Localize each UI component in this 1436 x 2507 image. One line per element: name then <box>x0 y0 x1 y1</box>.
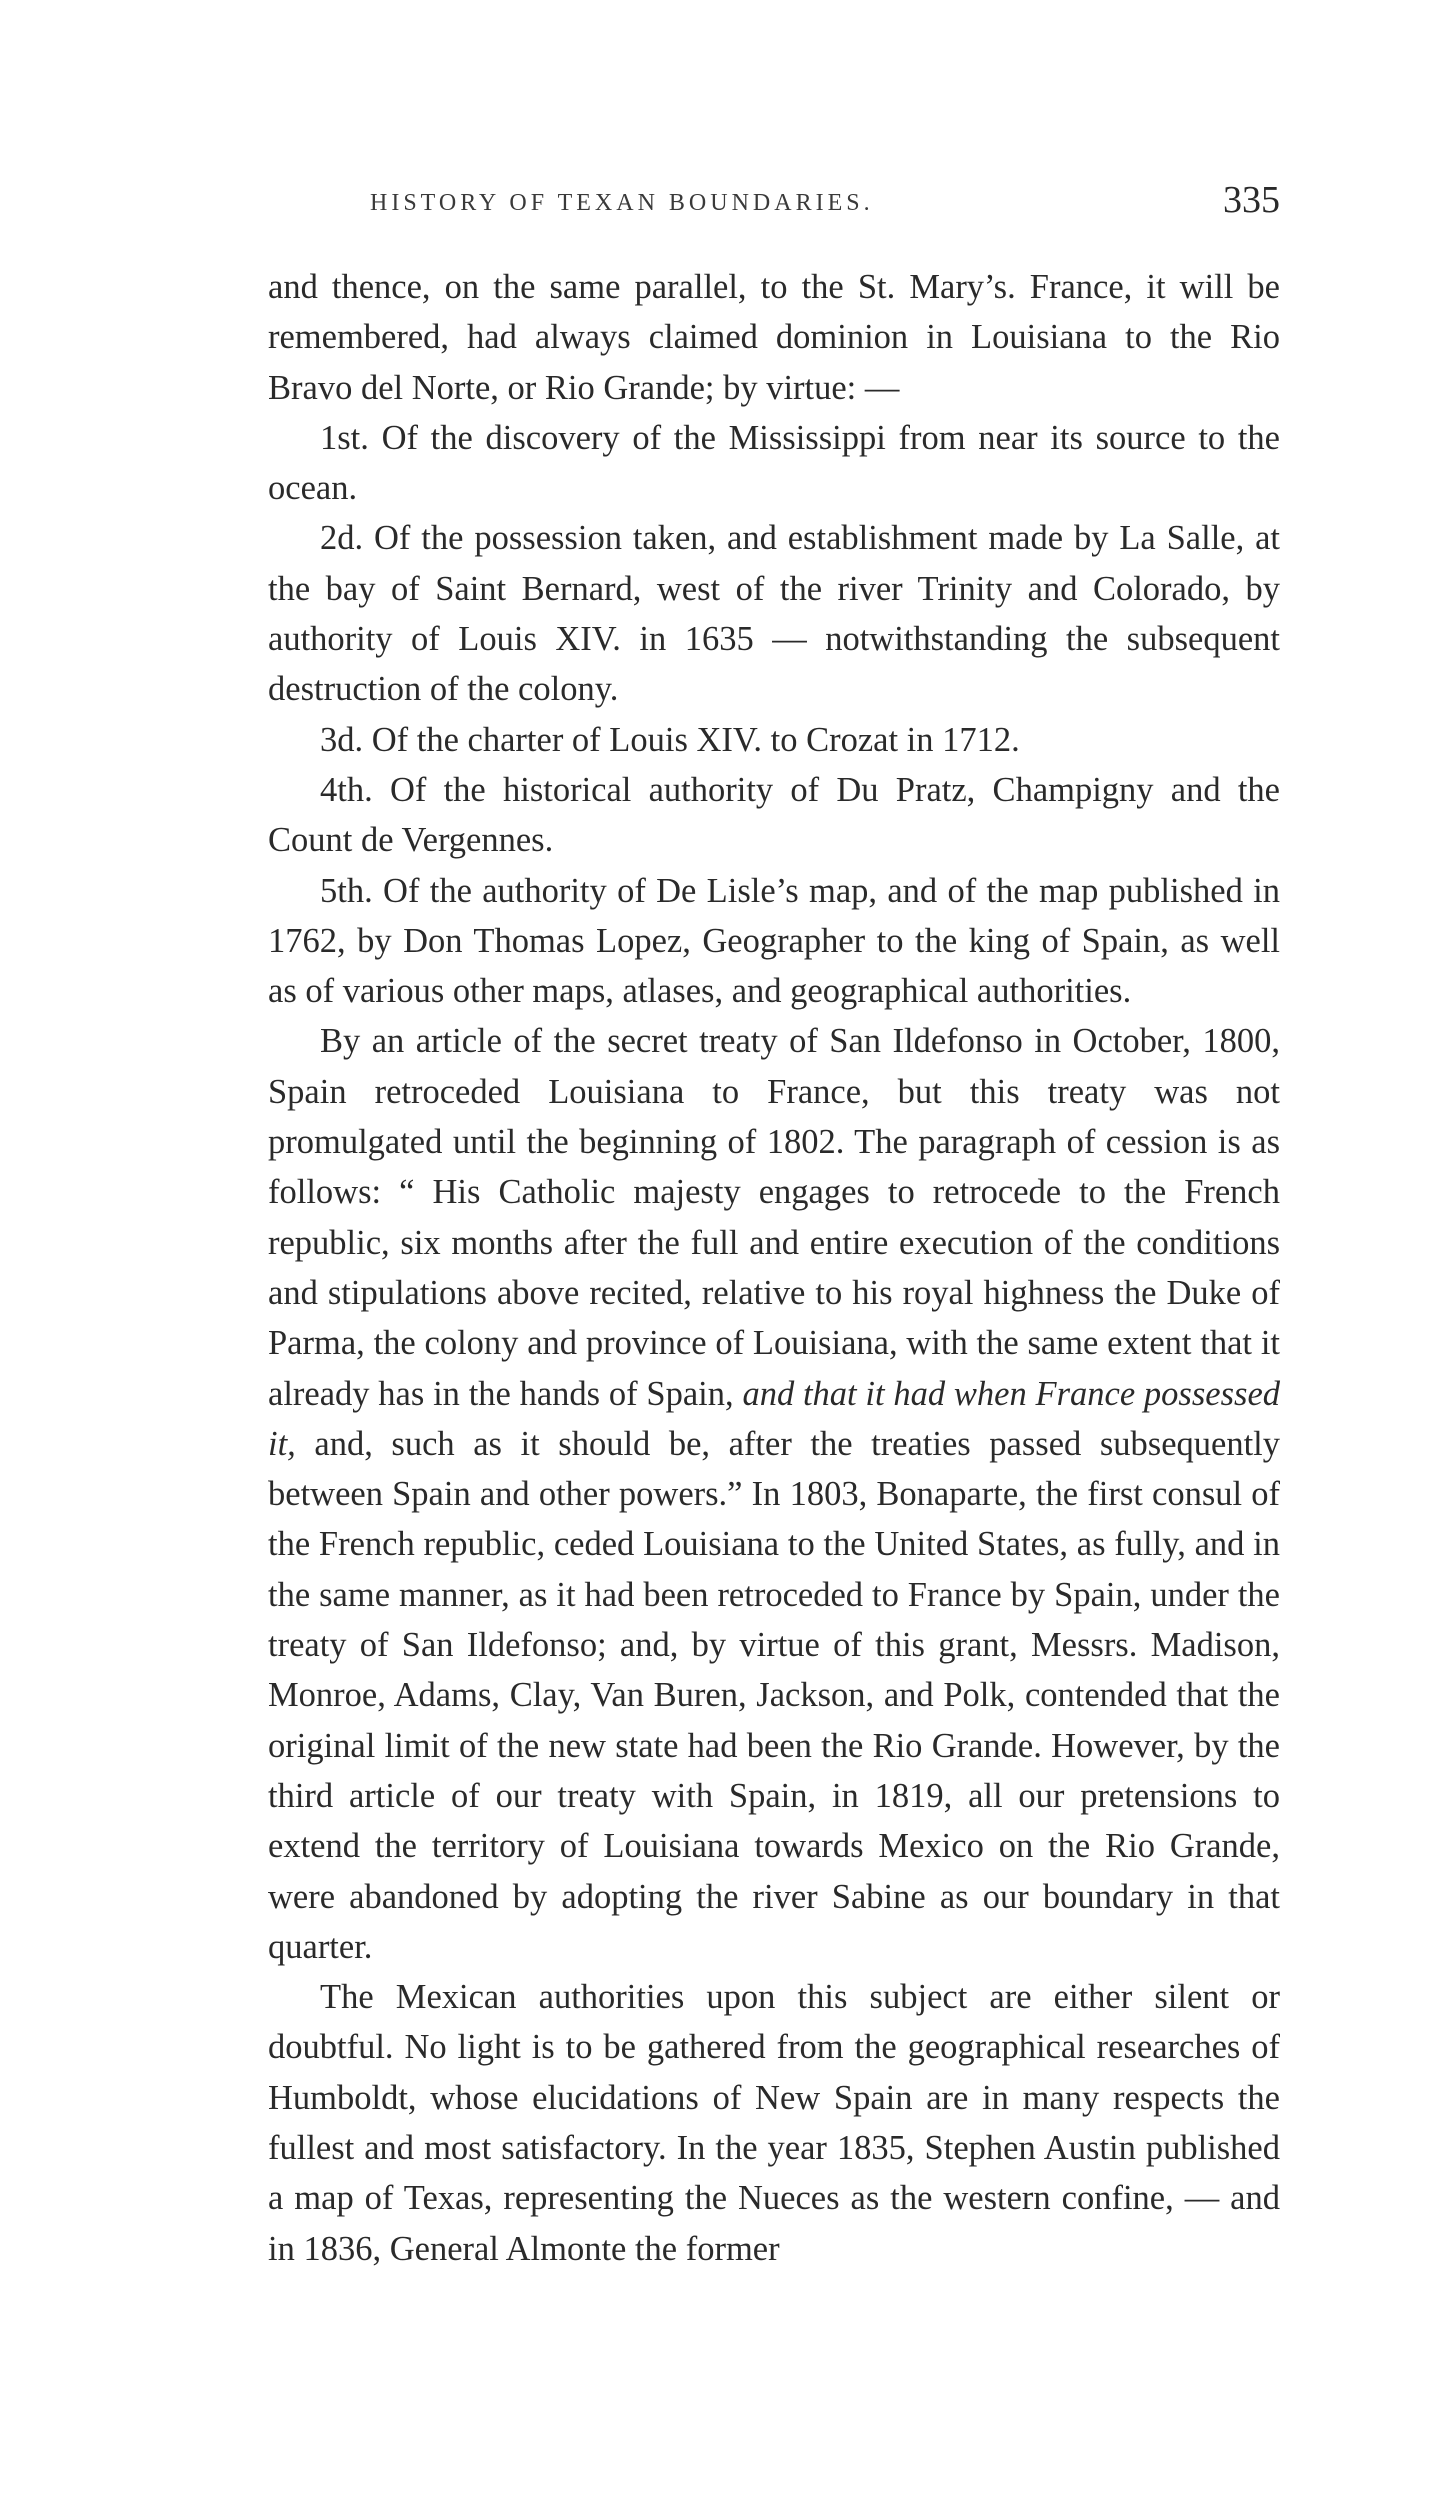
running-title: HISTORY OF TEXAN BOUNDARIES. <box>370 190 874 216</box>
page-number: 335 <box>1223 179 1280 221</box>
page-header <box>270 178 1280 228</box>
paragraph-7 <box>268 1016 1280 1972</box>
paragraph-8: The Mexican authorities upon this subject are either silent or doubtful. No light is to be gathered from the geographical researches of Humboldt, whose elucidations of New Spain are in many respects the fullest and most satisfactory. In the year 1835, Stephen Austin published a map of Texas, representing the Nueces as the western confine, — and in 1836, General Almonte the former <box>268 1978 1280 2268</box>
paragraph-7-part-a: By an article of the secret treaty of San Ildefonso in October, 1800, Spain retroceded Louisiana to France, but this treaty was not promulgated until the beginning of 1802. The paragraph of cession is as follows: “ His Catholic majesty engages to retrocede to the French republic, six months after the full and entire execution of the conditions and stipulations above recited, relative to his royal highness the Duke of Parma, the colony and province of Louisiana, with the same extent that it already has in the hands of Spain, <box>268 1022 1280 1413</box>
paragraph-7-italic: and that it had when France possessed it, <box>268 1374 1281 1463</box>
paragraph-2: 1st. Of the discovery of the Mississippi from near its source to the ocean. <box>268 418 1280 508</box>
paragraph-5: 4th. Of the historical authority of Du Pratz, Champigny and the Count de Vergennes. <box>268 770 1280 860</box>
paragraph-7-part-b: and, such as it should be, after the treaties passed subsequently between Spain and other powers.” In 1803, Bonaparte, the first consul of the French republic, ceded Louisiana to the United States, as fully, and in the same manner, as it had been retroceded to France by Spain, under the treaty of San Ildefonso; and, by virtue of this grant, Messrs. Madison, Monroe, Adams, Clay, Van Buren, Jackson, and Polk, contended that the original limit of the new state had been the Rio Grande. However, by the third article of our treaty with Spain, in 1819, all our pretensions to extend the territory of Louisiana towards Mexico on the Rio Grande, were abandoned by adopting the river Sabine as our boundary in that quarter. <box>268 1424 1280 1966</box>
paragraph-6: 5th. Of the authority of De Lisle’s map, and of the map published in 1762, by Don Thomas Lopez, Geographer to the king of Spain, as well as of various other maps, atlases, and geographical authorities. <box>268 871 1280 1011</box>
paragraph-3: 2d. Of the possession taken, and establishment made by La Salle, at the bay of Saint Bernard, west of the river Trinity and Colorado, by authority of Louis XIV. in 1635 — notwithstanding the subsequent destruction of the colony. <box>268 519 1280 709</box>
paragraph-1: and thence, on the same parallel, to the St. Mary’s. France, it will be remembered, had always claimed dominion in Louisiana to the Rio Bravo del Norte, or Rio Grande; by virtue: — <box>268 268 1280 407</box>
paragraph-4: 3d. Of the charter of Louis XIV. to Crozat in 1712. <box>320 720 1020 759</box>
body-text <box>268 262 1280 2274</box>
